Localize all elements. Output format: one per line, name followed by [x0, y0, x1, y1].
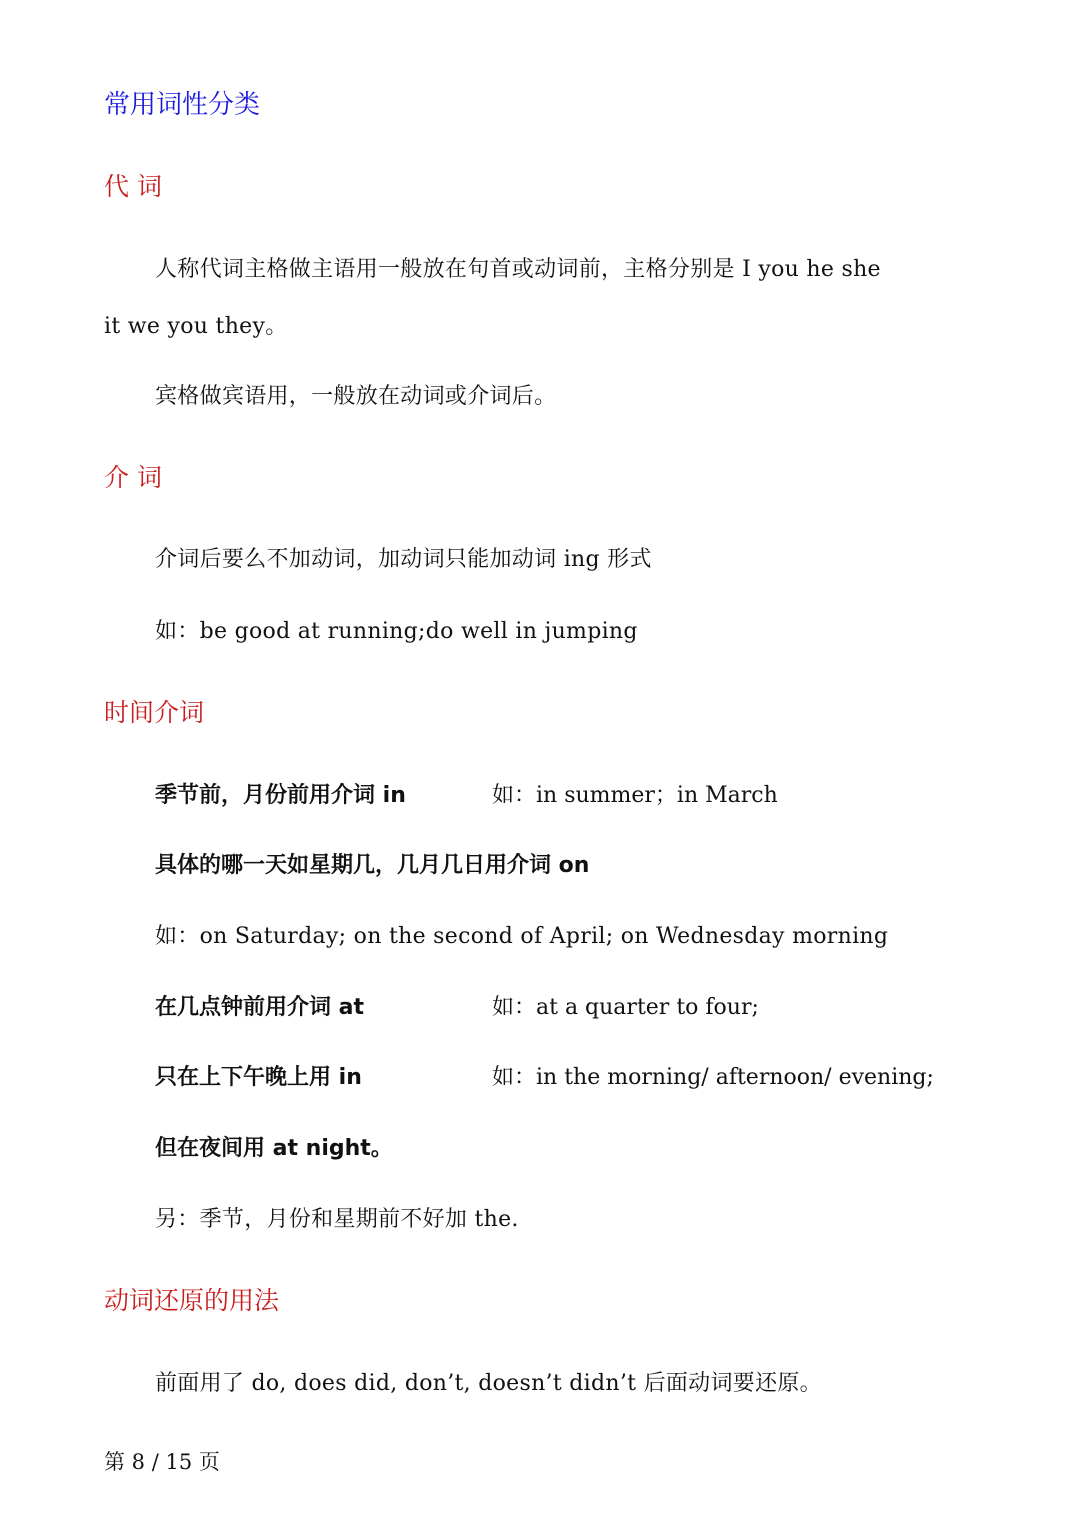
pronoun-paragraph-line-1: 人称代词主格做主语用一般放在句首或动词前，主格分别是 I you he she	[155, 257, 881, 282]
document-title: 常用词性分类	[104, 90, 261, 120]
page-number-footer: 第 8 / 15 页	[104, 1450, 220, 1474]
time-rule-specific-day: 具体的哪一天如星期几，几月几日用介词 on	[155, 853, 590, 878]
time-example-specific-day: 如：on Saturday; on the second of April; on Wednesday morning	[155, 924, 889, 949]
time-note-no-the: 另：季节，月份和星期前不好加 the.	[155, 1207, 519, 1232]
time-rule-season-month: 季节前，月份前用介词 in	[155, 783, 406, 808]
section-heading-preposition: 介 词	[104, 463, 162, 492]
time-rule-parts-of-day: 只在上下午晚上用 in	[155, 1065, 362, 1090]
time-example-parts-of-day: 如：in the morning/ afternoon/ evening;	[492, 1065, 934, 1090]
preposition-rule-paragraph: 介词后要么不加动词，加动词只能加动词 ing 形式	[155, 547, 652, 572]
bare-infinitive-paragraph: 前面用了 do, does did, don’t, doesn’t didn’t 后面动词要还原。	[155, 1371, 822, 1396]
time-example-season-month: 如：in summer；in March	[492, 783, 778, 808]
time-example-clock-time: 如：at a quarter to four;	[492, 995, 759, 1020]
preposition-example-paragraph: 如：be good at running;do well in jumping	[155, 619, 638, 644]
section-heading-time-preposition: 时间介词	[104, 698, 205, 727]
time-rule-clock-time: 在几点钟前用介词 at	[155, 995, 365, 1020]
pronoun-objective-paragraph: 宾格做宾语用，一般放在动词或介词后。	[155, 384, 557, 409]
time-rule-night: 但在夜间用 at night。	[155, 1136, 393, 1161]
section-heading-pronoun: 代 词	[104, 172, 162, 201]
pronoun-paragraph-line-2: it we you they。	[104, 314, 288, 339]
section-heading-bare-infinitive: 动词还原的用法	[104, 1286, 280, 1315]
